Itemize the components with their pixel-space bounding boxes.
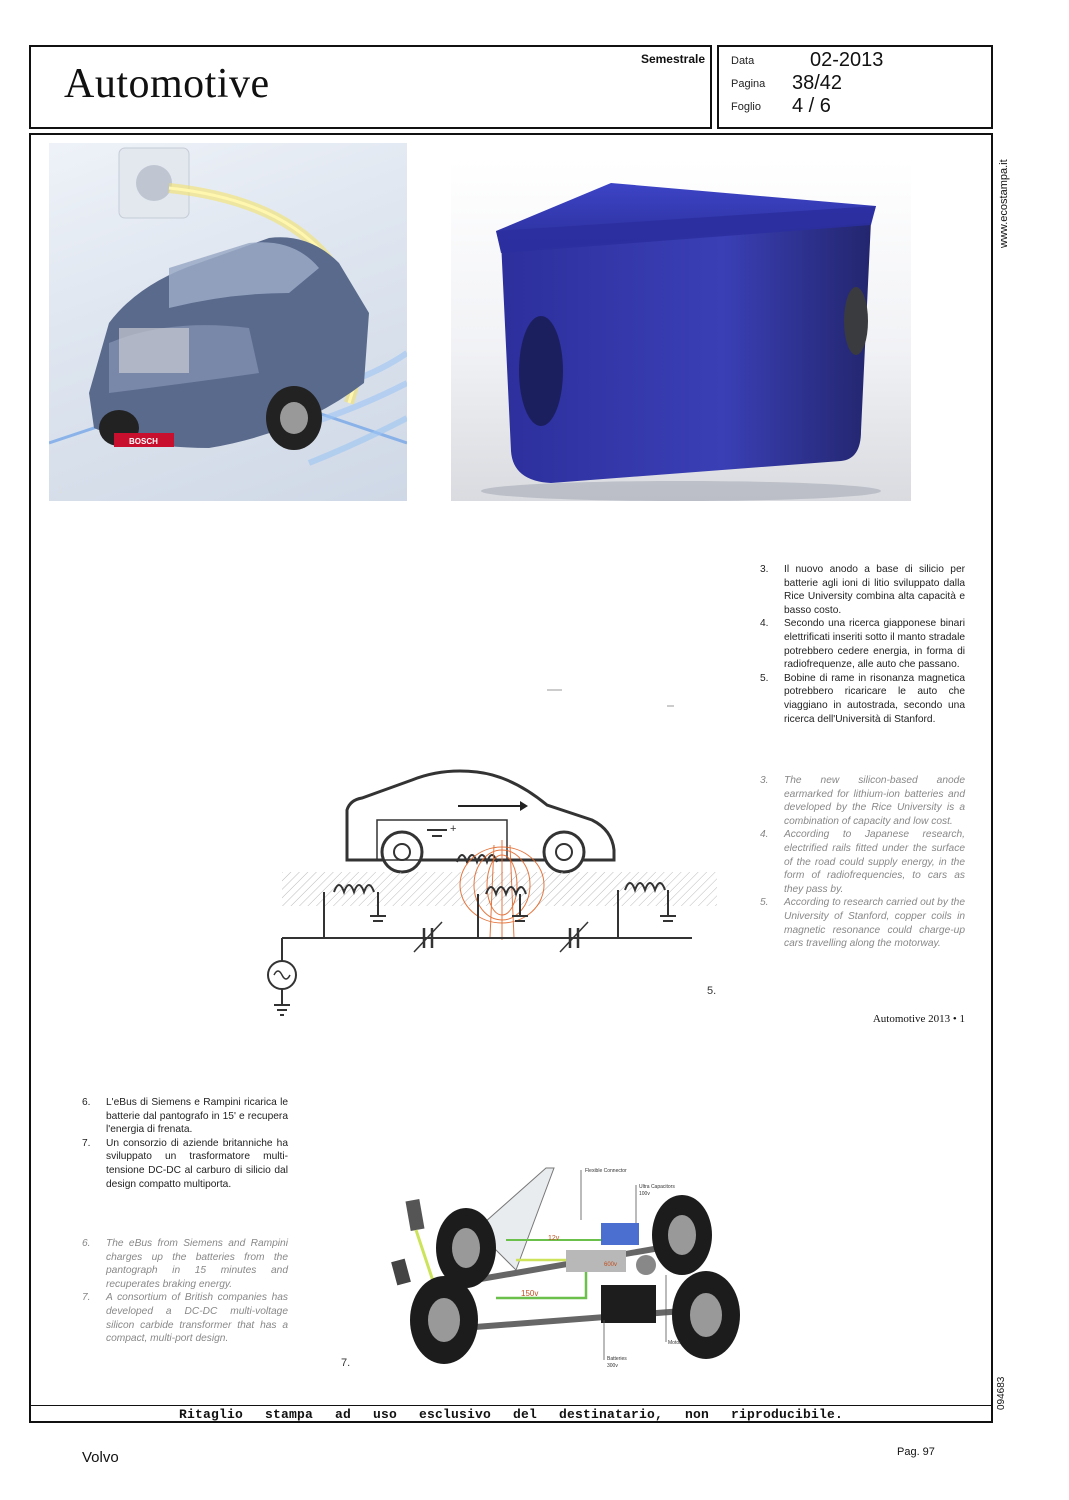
label-12v: 12v xyxy=(548,1235,560,1242)
figure-5-number: 5. xyxy=(707,985,717,997)
publication-period: Semestrale xyxy=(640,52,705,66)
captions-en-top xyxy=(760,774,965,951)
caption-en-7: 7. A consortium of British companies has developed a DC-DC multi-voltage silicon carbide transformer that has a compact, multi-port design. xyxy=(82,1292,288,1345)
caption-it-6: 6. L'eBus di Siemens e Rampini ricarica le batterie dal pantografo in 15' e recupera l'energia di frenata. xyxy=(82,1097,288,1136)
clip-code-side-text: 094683 xyxy=(996,1376,1007,1410)
silicon-anode-battery-illustration xyxy=(451,161,911,501)
caption-en-5: 5. According to research carried out by the University of Stanford, copper coils in magnetic resonance could charge-up cars travelling along the motorway. xyxy=(760,897,965,950)
website-side-text: www.ecostampa.it xyxy=(998,159,1010,248)
meta-value-foglio: 4 / 6 xyxy=(792,95,831,117)
meta-value-data: 02-2013 xyxy=(810,49,884,71)
label-flexible-connector: Flexible Connector xyxy=(585,1168,627,1174)
svg-text:+: + xyxy=(450,823,457,835)
disclaimer-text: Ritaglio stampa ad uso esclusivo del destinatario, non riproducibile. xyxy=(178,1407,844,1422)
caption-it-5: 5. Bobine di rame in risonanza magnetica potrebbero ricaricare le auto che viaggiano in autostrada, secondo una ricerca dell'Università di Stanford. xyxy=(760,672,965,725)
captions-it-top xyxy=(760,563,965,726)
figure-7-number: 7. xyxy=(341,1357,351,1369)
magazine-page-footer: Automotive 2013 • 1 xyxy=(872,1013,965,1025)
label-ultra-capacitors: Ultra Capacitors xyxy=(639,1184,675,1190)
figure-5-resonance-diagram xyxy=(262,680,722,1025)
caption-en-3: 3. The new silicon-based anode earmarked for lithium-ion batteries and developed by the Rice University is a combination of capacity and low cost. xyxy=(760,775,965,827)
captions-en-bottom xyxy=(82,1237,288,1346)
meta-value-pagina: 38/42 xyxy=(792,72,843,94)
figure-2-battery-photo xyxy=(451,161,911,501)
caption-en-4: 4. According to Japanese research, electrified rails fitted under the surface of the road could supply energy, in the form of radiofrequencies, to cars as they pass by. xyxy=(760,829,965,895)
label-motor: Motor xyxy=(668,1340,681,1346)
caption-it-3: 3. Il nuovo anodo a base di silicio per batterie agli ioni di litio sviluppato dalla Rice University combina alta capacità e basso costo. xyxy=(760,564,965,616)
client-name: Volvo xyxy=(82,1449,119,1466)
page-number: Pag. 97 xyxy=(897,1446,935,1458)
meta-label-data: Data xyxy=(731,55,755,67)
figure-7-drivetrain-diagram xyxy=(376,1160,756,1370)
figure-1-number: 1. xyxy=(57,482,66,496)
figure-1-car-photo xyxy=(49,143,407,501)
caption-it-7: 7. Un consorzio di aziende britanniche ha sviluppato un trasformatore multi-tensione DC-DC al carburo di silicio dal design compatto multiporta. xyxy=(82,1137,288,1190)
bosch-plate-text: BOSCH xyxy=(129,437,158,446)
captions-it-bottom xyxy=(82,1096,288,1191)
label-ultra-capacitors-volt: 100v xyxy=(639,1191,650,1197)
publication-title: Automotive xyxy=(64,61,270,107)
label-batteries: Batteries xyxy=(607,1356,627,1362)
label-batteries-volt: 300v xyxy=(607,1363,618,1369)
caption-it-4: 4. Secondo una ricerca giapponese binari elettrificati inseriti sotto il manto stradale potrebbero cedere energia, in forma di radiofrequenze, alle auto che passano. xyxy=(760,618,965,671)
meta-label-pagina: Pagina xyxy=(731,78,766,90)
caption-en-6: 6. The eBus from Siemens and Rampini charges up the batteries from the pantograph in 15 minutes and recuperates braking energy. xyxy=(82,1238,288,1290)
label-150v: 150v xyxy=(521,1289,539,1298)
label-600v: 600v xyxy=(604,1262,618,1268)
car-wireless-charging-illustration xyxy=(49,143,407,501)
meta-label-foglio: Foglio xyxy=(731,101,761,113)
figure-2-number: 2. xyxy=(459,482,468,496)
